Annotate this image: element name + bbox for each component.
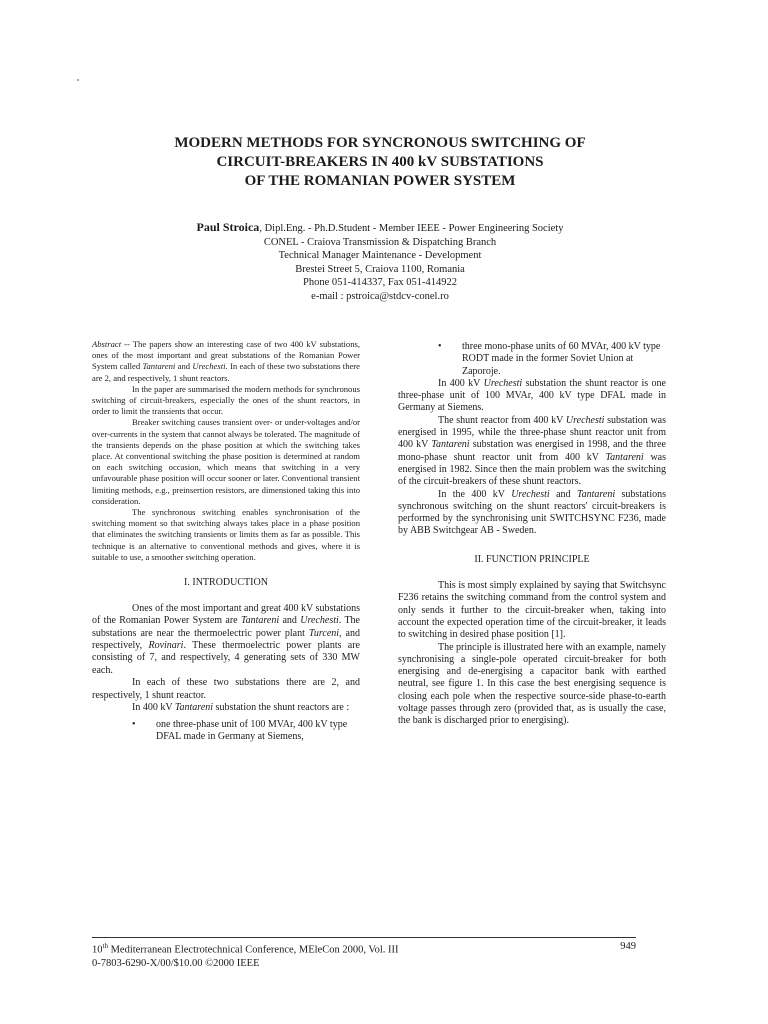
paper-title	[90, 134, 670, 191]
abstract-paragraph-4: The synchronous switching enables synchronisation of the switching moment so that switching always takes place in a phase position that eliminates the switching transients or limits them as far as possible. This technique is an alternative to conventional methods and gives, where it is suitable to use, a smoother switching operation.	[92, 507, 360, 562]
right-paragraph-2: The shunt reactor from 400 kV Urechesti substation was energised in 1995, while the three-phase shunt reactor unit from 400 kV Tantareni substation was energised in 1998, and the three mono-phase shunt reactor unit from 400 kV Tantareni was energised in 1982. Since then the main problem was the switching of the circuit-breakers of these shunt reactors.	[398, 414, 667, 488]
abstract-paragraph-2: In the paper are summarised the modern methods for synchronous switching of circuit-breakers, especially the ones of the shunt reactors, in order to limit the transients that occur.	[92, 383, 360, 417]
list-item	[398, 341, 666, 378]
scan-speck	[77, 79, 79, 81]
bullet-icon: •	[132, 718, 136, 730]
author-address: Brestei Street 5, Craiova 1100, Romania	[295, 263, 465, 275]
abstract-paragraph-1: Abstract -- The papers show an interesting case of two 400 kV substations, ones of the most important and great substations of the Romanian Power System called Tantareni and Urechesti. In each of these two substations there are 2, and respectively, 1 shunt reactors.	[92, 339, 360, 383]
author-position: Technical Manager Maintenance - Development	[278, 250, 482, 261]
abstract	[92, 339, 360, 563]
title-line-1: MODERN METHODS FOR SYNCRONOUS SWITCHING OF	[174, 135, 586, 151]
intro-paragraph-1: Ones of the most important and great 400 kV substations of the Romanian Power System are Tantareni and Urechesti. The substations are near the thermoelectric power plant Turceni, and respectively, Rovinari. These thermoelectric power plants are consisting of 7, and respectively, 4 generating sets of 330 MW each.	[92, 602, 360, 676]
right-column	[398, 341, 666, 728]
author-name: Paul Stroica	[196, 220, 260, 234]
left-column	[92, 339, 360, 743]
right-paragraph-1: In 400 kV Urechesti substation the shunt reactor is one three-phase unit of 100 MVAr, 400 kV type DFAL made in Germany at Siemens.	[398, 377, 666, 414]
abstract-paragraph-3: Breaker switching causes transient over- or under-voltages and/or over-currents in the system that cannot always be tolerated. The magnitude of the transients depends on the phase position at which the switching takes place. At conventional switching the phase position is determined at random on each switching occasion, which means that switching in a very unfavourable phase position will occur sooner or later. Conventional transient limiting methods, e.g., preinsertion resistors, are dimensioned taking this into consideration.	[92, 417, 360, 506]
footer-conference: 10th Mediterranean Electrotechnical Conference, MEleCon 2000, Vol. III	[92, 942, 399, 956]
page-number: 949	[620, 941, 636, 952]
bullet-text: three mono-phase units of 60 MVAr, 400 kV type RODT made in the former Soviet Union at Zaporoje.	[462, 341, 661, 377]
section-heading-function-principle: II. FUNCTION PRINCIPLE	[474, 553, 590, 565]
title-line-2: CIRCUIT-BREAKERS IN 400 kV SUBSTATIONS	[216, 154, 544, 170]
list-item	[92, 719, 360, 744]
introduction-body	[92, 603, 360, 743]
intro-paragraph-3: In 400 kV Tantareni substation the shunt reactors are :	[132, 702, 350, 714]
abstract-label: Abstract	[92, 339, 122, 349]
author-affiliation: CONEL - Craiova Transmission & Dispatching Branch	[263, 236, 497, 248]
intro-paragraph-2: In each of these two substations there are 2, and respectively, 1 shunt reactor.	[92, 677, 360, 701]
author-phone: Phone 051-414337, Fax 051-414922	[303, 277, 457, 288]
footer	[92, 940, 636, 970]
footer-isbn: 0-7803-6290-X/00/$10.00 ©2000 IEEE	[92, 957, 260, 969]
title-line-3: OF THE ROMANIAN POWER SYSTEM	[244, 173, 516, 189]
author-block	[90, 221, 670, 303]
author-credentials: , Dipl.Eng. - Ph.D.Student - Member IEEE - Power Engineering Society	[259, 223, 564, 234]
author-line-1	[90, 221, 670, 236]
bullet-text: one three-phase unit of 100 MVAr, 400 kV type DFAL made in Germany at Siemens,	[156, 718, 348, 742]
right-paragraph-3: In the 400 kV Urechesti and Tantareni substations synchronous switching on the shunt reactors' circuit-breakers is performed by the synchronising unit SWITCHSYNC F236, made by ABB Switchgear AB - Sweden.	[398, 488, 666, 537]
right-paragraph-4: This is most simply explained by saying that Switchsync F236 retains the switching command from the control system and only sends it further to the circuit-breaker when, taking into account the expected operation time of the circuit-breaker, it leads to switching in desired phase position [1].	[398, 580, 666, 641]
bullet-icon: •	[438, 341, 442, 352]
author-email: e-mail : pstroica@stdcv-conel.ro	[311, 290, 449, 302]
footer-rule	[92, 937, 636, 938]
section-heading-introduction: I. INTRODUCTION	[184, 577, 268, 589]
right-paragraph-5: The principle is illustrated here with an example, namely synchronising a single-pole operated circuit-breaker for both energising and de-energising a capacitor bank with earthed neutral, see figure 1. In this case the best energising sequence is closing each pole when the respective source-side phase-to-earth voltage passes through zero (provided that, as is usually the case, the bank is discharged prior to energising).	[398, 641, 666, 727]
